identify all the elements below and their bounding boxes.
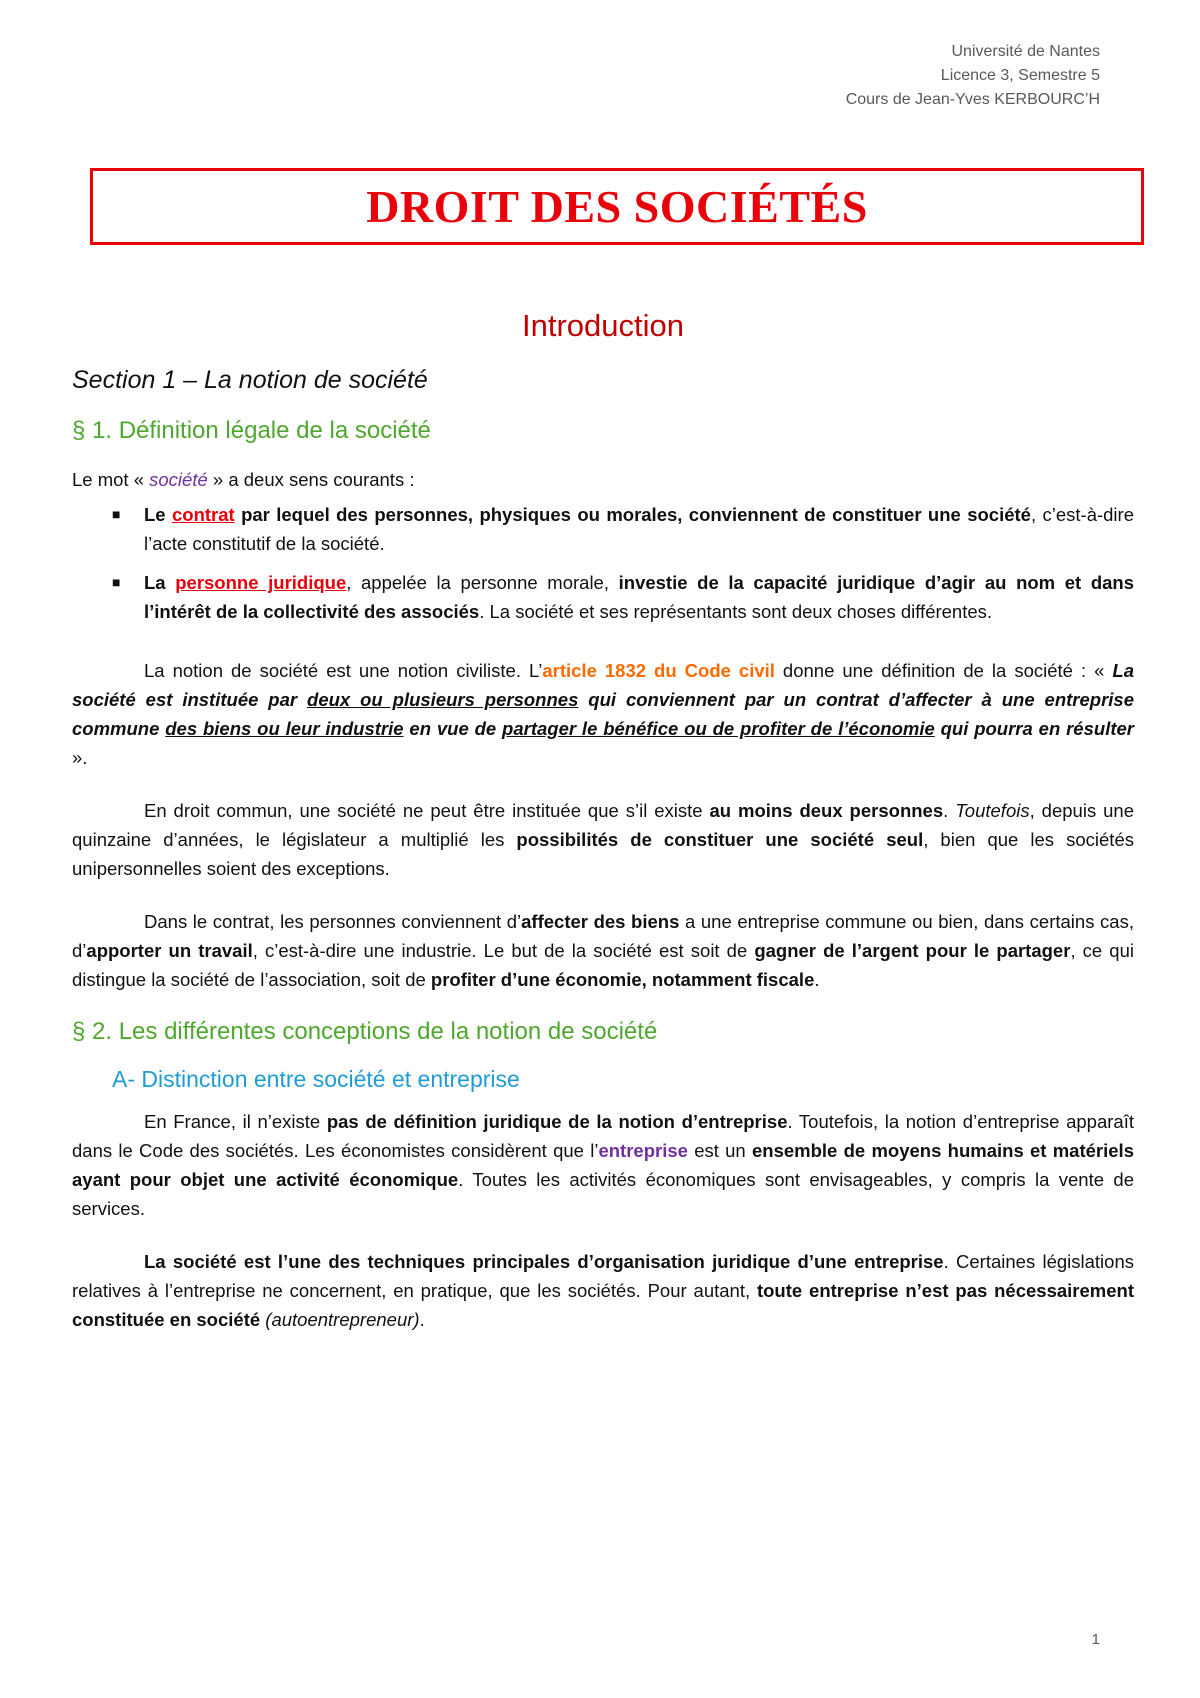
paragraph-article-1832: La notion de société est une notion civiliste. L’article 1832 du Code civil donne une définition de la société : « La société est instituée par deux ou plusieurs personnes qui conviennent par un contrat d’affecter à une entreprise commune des biens ou leur industrie en vue de partager le bénéfice ou de profiter de l’économie qui pourra en résulter ». <box>72 660 1134 768</box>
document-body <box>72 300 1134 1334</box>
degree-semester: Licence 3, Semestre 5 <box>940 67 1100 84</box>
list-item-personne-juridique: ■ La personne juridique, appelée la personne morale, investie de la capacité juridique d’agir au nom et dans l’intérêt de la collectivité des associés. La société et ses représentants sont deux choses différentes. <box>72 568 1134 626</box>
subsection-a-heading: A- Distinction entre société et entreprise <box>112 1066 520 1092</box>
keyword-entreprise: entreprise <box>598 1140 688 1161</box>
introduction-heading: Introduction <box>522 308 684 343</box>
meanings-list <box>72 500 1134 626</box>
keyword-societe: société <box>149 469 208 490</box>
page-number: 1 <box>1091 1631 1100 1648</box>
university-name: Université de Nantes <box>951 43 1100 60</box>
keyword-personne-juridique: personne juridique <box>175 572 347 593</box>
course-author: Cours de Jean-Yves KERBOURC’H <box>845 91 1100 108</box>
section-1-heading: Section 1 – La notion de société <box>72 366 428 394</box>
paragraph-techniques: La société est l’une des techniques principales d’organisation juridique d’une entreprise. Certaines législations relatives à l’entreprise ne concernent, en pratique, que les sociétés. Pour autant, toute entreprise n’est pas nécessairement constituée en société (autoentrepreneur). <box>72 1251 1134 1330</box>
definition-intro: Le mot « société » a deux sens courants : <box>72 469 415 490</box>
article-reference: article 1832 du Code civil <box>542 660 775 681</box>
paragraph-1-heading: § 1. Définition légale de la société <box>72 417 431 444</box>
document-title: DROIT DES SOCIÉTÉS <box>366 181 868 232</box>
list-item-contrat: ■ Le contrat par lequel des personnes, physiques ou morales, conviennent de constituer une société, c’est-à-dire l’acte constitutif de la société. <box>72 500 1134 558</box>
course-header <box>846 40 1100 112</box>
title-box <box>90 168 1144 245</box>
paragraph-entreprise: En France, il n’existe pas de définition juridique de la notion d’entreprise. Toutefois, la notion d’entreprise apparaît dans le Code des sociétés. Les économistes considèrent que l’entreprise est un ensemble de moyens humains et matériels ayant pour objet une activité économique. Toutes les activités économiques sont envisageables, y compris la vente de services. <box>72 1111 1134 1219</box>
square-bullet-icon: ■ <box>112 574 121 590</box>
paragraph-2-heading: § 2. Les différentes conceptions de la notion de société <box>72 1018 658 1045</box>
paragraph-droit-commun: En droit commun, une société ne peut être instituée que s’il existe au moins deux personnes. Toutefois, depuis une quinzaine d’années, le législateur a multiplié les possibilités de constituer une société seul, bien que les sociétés unipersonnelles soient des exceptions. <box>72 800 1134 879</box>
square-bullet-icon: ■ <box>112 506 121 522</box>
paragraph-contrat: Dans le contrat, les personnes conviennent d’affecter des biens a une entreprise commune ou bien, dans certains cas, d’apporter un travail, c’est-à-dire une industrie. Le but de la société est soit de gagner de l’argent pour le partager, ce qui distingue la société de l’association, soit de profiter d’une économie, notamment fiscale. <box>72 911 1134 990</box>
keyword-contrat: contrat <box>171 504 235 525</box>
